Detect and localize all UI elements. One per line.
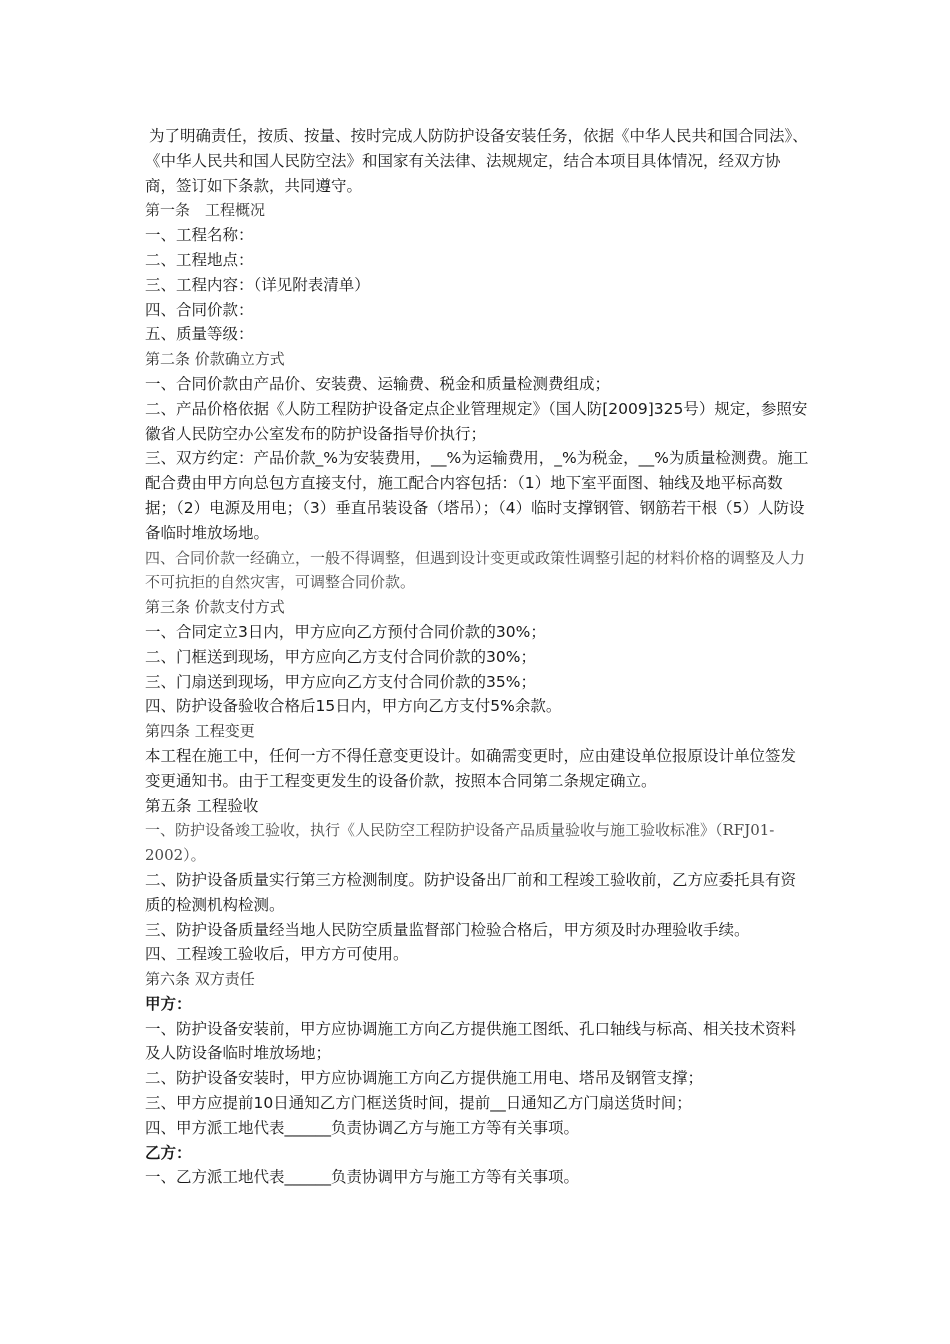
article-5-item-2: 二、防护设备质量实行第三方检测制度。防护设备出厂前和工程竣工验收前，乙方应委托具有资质的检测机构检测。	[145, 870, 797, 914]
party-a-item-4: 四、甲方派工地代表______负责协调乙方与施工方等有关事项。	[145, 1118, 580, 1137]
article-5-item-4: 四、工程竣工验收后，甲方方可使用。	[145, 945, 409, 964]
article-4-title: 第四条 工程变更	[145, 722, 255, 741]
project-content-item: 三、工程内容：（详见附表清单）	[145, 275, 370, 294]
article-2-item-3: 三、双方约定：产品价款_%为安装费用，__%为运输费用，_%为税金，__%为质量检测费。施工配合费由甲方向总包方直接支付，施工配合内容包括：（1）地下室平面图、轴线及地平标高数据；（2）电源及用电；（3）垂直吊装设备（塔吊）；（4）临时支撑钢管、钢筋若干根（5）人防设备临时堆放场地。	[145, 449, 809, 542]
party-b-heading: 乙方：	[145, 1143, 192, 1162]
article-2-item-4: 四、合同价款一经确立，一般不得调整，但遇到设计变更或政策性调整引起的材料价格的调整及人力不可抗拒的自然灾害，可调整合同价款。	[145, 548, 806, 592]
article-1-title: 第一条 工程概况	[145, 201, 266, 220]
payment-item-4: 四、防护设备验收合格后15日内，甲方向乙方支付5%余款。	[145, 697, 562, 716]
party-a-item-2: 二、防护设备安装时，甲方应协调施工方向乙方提供施工用电、塔吊及钢管支撑；	[145, 1069, 704, 1088]
project-name-item: 一、工程名称：	[145, 226, 254, 245]
article-2-item-2: 二、产品价格依据《人防工程防护设备定点企业管理规定》（国人防[2009]325号）规定，参照安徽省人民防空办公室发布的防护设备指导价执行；	[145, 399, 808, 443]
article-5-title: 第五条 工程验收	[145, 796, 259, 815]
party-b-item-1: 一、乙方派工地代表______负责协调甲方与施工方等有关事项。	[145, 1168, 580, 1187]
article-4-text: 本工程在施工中，任何一方不得任意变更设计。如确需变更时，应由建设单位报原设计单位签发变更通知书。由于工程变更发生的设备价款，按照本合同第二条规定确立。	[145, 746, 797, 790]
payment-item-3: 三、门扇送到现场，甲方应向乙方支付合同价款的35%；	[145, 672, 536, 691]
article-5-item-3: 三、防护设备质量经当地人民防空质量监督部门检验合格后，甲方须及时办理验收手续。	[145, 920, 750, 939]
party-a-item-3: 三、甲方应提前10日通知乙方门框送货时间，提前__日通知乙方门扇送货时间；	[145, 1094, 692, 1113]
article-5-item-1: 一、防护设备竣工验收，执行《人民防空工程防护设备产品质量验收与施工验收标准》（RFJ01-2002）。	[145, 821, 775, 865]
article-2-title: 第二条 价款确立方式	[145, 350, 285, 369]
article-2-item-1: 一、合同价款由产品价、安装费、运输费、税金和质量检测费组成；	[145, 374, 611, 393]
contract-body	[145, 124, 810, 1190]
payment-item-1: 一、合同定立3日内，甲方应向乙方预付合同价款的30%；	[145, 622, 546, 641]
project-location-item: 二、工程地点：	[145, 250, 254, 269]
article-3-title: 第三条 价款支付方式	[145, 598, 285, 617]
intro-paragraph: 为了明确责任，按质、按量、按时完成人防防护设备安装任务，依据《中华人民共和国合同法》、《中华人民共和国人民防空法》和国家有关法律、法规规定，结合本项目具体情况，经双方协商，签订如下条款，共同遵守。	[145, 127, 808, 195]
article-6-title: 第六条 双方责任	[145, 970, 255, 989]
party-a-heading: 甲方：	[145, 994, 192, 1013]
party-a-item-1: 一、防护设备安装前，甲方应协调施工方向乙方提供施工图纸、孔口轴线与标高、相关技术资料及人防设备临时堆放场地；	[145, 1019, 797, 1063]
contract-price-item: 四、合同价款：	[145, 300, 254, 319]
quality-level-item: 五、质量等级：	[145, 325, 254, 344]
payment-item-2: 二、门框送到现场，甲方应向乙方支付合同价款的30%；	[145, 647, 536, 666]
